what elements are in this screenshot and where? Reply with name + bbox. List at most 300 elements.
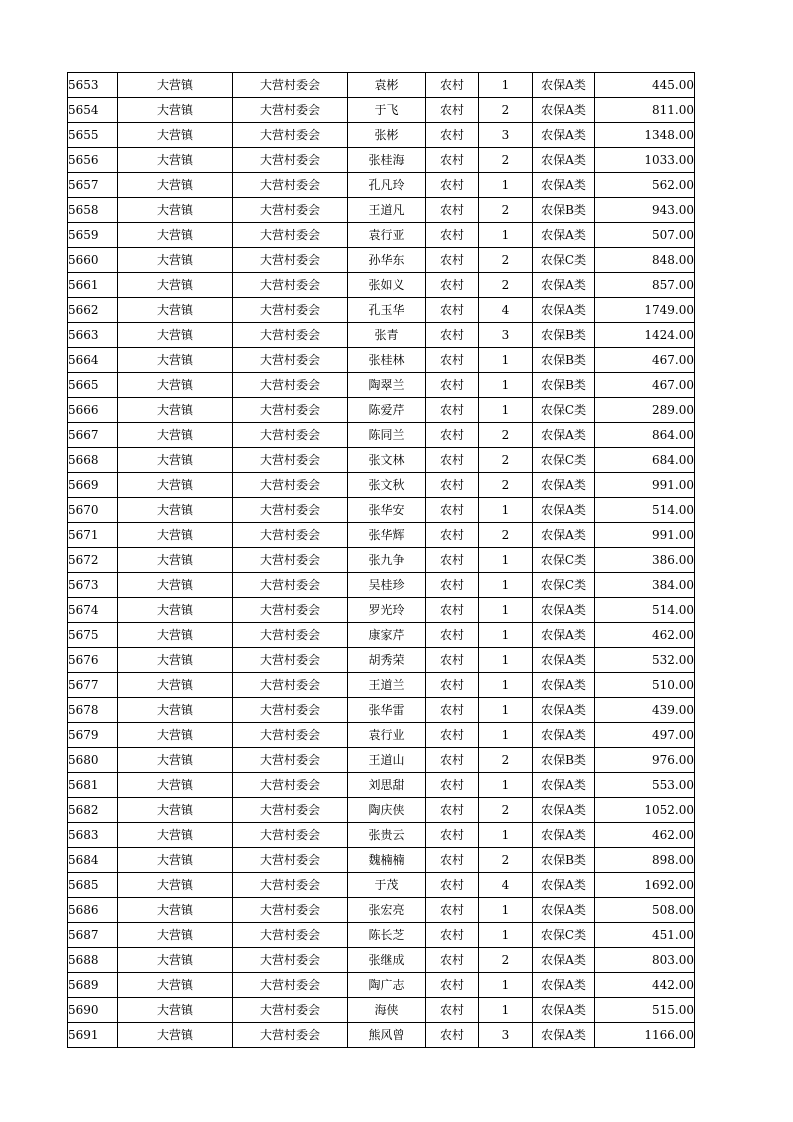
insurance-category-cell: 农保B类 bbox=[533, 848, 595, 873]
insurance-category-cell: 农保A类 bbox=[533, 598, 595, 623]
member-count-cell: 1 bbox=[479, 623, 533, 648]
town-cell: 大营镇 bbox=[118, 923, 233, 948]
household-type-cell: 农村 bbox=[426, 423, 479, 448]
insurance-category-cell: 农保C类 bbox=[533, 248, 595, 273]
record-id-cell: 5686 bbox=[68, 898, 118, 923]
person-name-cell: 陶庆侠 bbox=[348, 798, 426, 823]
amount-cell: 515.00 bbox=[595, 998, 695, 1023]
household-type-cell: 农村 bbox=[426, 773, 479, 798]
insurance-category-cell: 农保A类 bbox=[533, 298, 595, 323]
record-id-cell: 5670 bbox=[68, 498, 118, 523]
table-row bbox=[68, 748, 695, 773]
village-committee-cell: 大营村委会 bbox=[233, 448, 348, 473]
village-committee-cell: 大营村委会 bbox=[233, 623, 348, 648]
person-name-cell: 张九争 bbox=[348, 548, 426, 573]
town-cell: 大营镇 bbox=[118, 723, 233, 748]
member-count-cell: 1 bbox=[479, 598, 533, 623]
town-cell: 大营镇 bbox=[118, 273, 233, 298]
member-count-cell: 1 bbox=[479, 723, 533, 748]
table-row bbox=[68, 448, 695, 473]
village-committee-cell: 大营村委会 bbox=[233, 823, 348, 848]
member-count-cell: 4 bbox=[479, 298, 533, 323]
village-committee-cell: 大营村委会 bbox=[233, 398, 348, 423]
record-id-cell: 5677 bbox=[68, 673, 118, 698]
household-type-cell: 农村 bbox=[426, 623, 479, 648]
village-committee-cell: 大营村委会 bbox=[233, 273, 348, 298]
village-committee-cell: 大营村委会 bbox=[233, 198, 348, 223]
village-committee-cell: 大营村委会 bbox=[233, 698, 348, 723]
member-count-cell: 2 bbox=[479, 423, 533, 448]
village-committee-cell: 大营村委会 bbox=[233, 773, 348, 798]
household-type-cell: 农村 bbox=[426, 823, 479, 848]
member-count-cell: 1 bbox=[479, 998, 533, 1023]
member-count-cell: 2 bbox=[479, 948, 533, 973]
insurance-category-cell: 农保A类 bbox=[533, 273, 595, 298]
town-cell: 大营镇 bbox=[118, 148, 233, 173]
member-count-cell: 1 bbox=[479, 698, 533, 723]
village-committee-cell: 大营村委会 bbox=[233, 223, 348, 248]
amount-cell: 553.00 bbox=[595, 773, 695, 798]
record-id-cell: 5673 bbox=[68, 573, 118, 598]
member-count-cell: 2 bbox=[479, 473, 533, 498]
insurance-category-cell: 农保A类 bbox=[533, 623, 595, 648]
record-id-cell: 5663 bbox=[68, 323, 118, 348]
table-row bbox=[68, 948, 695, 973]
person-name-cell: 张华辉 bbox=[348, 523, 426, 548]
household-type-cell: 农村 bbox=[426, 273, 479, 298]
table-row bbox=[68, 648, 695, 673]
village-committee-cell: 大营村委会 bbox=[233, 648, 348, 673]
person-name-cell: 陈同兰 bbox=[348, 423, 426, 448]
record-id-cell: 5689 bbox=[68, 973, 118, 998]
table-row bbox=[68, 373, 695, 398]
town-cell: 大营镇 bbox=[118, 123, 233, 148]
village-committee-cell: 大营村委会 bbox=[233, 723, 348, 748]
person-name-cell: 张贵云 bbox=[348, 823, 426, 848]
household-type-cell: 农村 bbox=[426, 1023, 479, 1048]
village-committee-cell: 大营村委会 bbox=[233, 798, 348, 823]
table-row bbox=[68, 98, 695, 123]
amount-cell: 848.00 bbox=[595, 248, 695, 273]
record-id-cell: 5668 bbox=[68, 448, 118, 473]
record-id-cell: 5687 bbox=[68, 923, 118, 948]
table-body bbox=[68, 73, 695, 1048]
table-row bbox=[68, 998, 695, 1023]
record-id-cell: 5669 bbox=[68, 473, 118, 498]
amount-cell: 508.00 bbox=[595, 898, 695, 923]
amount-cell: 445.00 bbox=[595, 73, 695, 98]
amount-cell: 386.00 bbox=[595, 548, 695, 573]
town-cell: 大营镇 bbox=[118, 523, 233, 548]
household-type-cell: 农村 bbox=[426, 173, 479, 198]
town-cell: 大营镇 bbox=[118, 873, 233, 898]
insurance-category-cell: 农保B类 bbox=[533, 748, 595, 773]
member-count-cell: 4 bbox=[479, 873, 533, 898]
household-type-cell: 农村 bbox=[426, 673, 479, 698]
town-cell: 大营镇 bbox=[118, 823, 233, 848]
member-count-cell: 2 bbox=[479, 848, 533, 873]
village-committee-cell: 大营村委会 bbox=[233, 248, 348, 273]
person-name-cell: 张彬 bbox=[348, 123, 426, 148]
household-type-cell: 农村 bbox=[426, 523, 479, 548]
member-count-cell: 1 bbox=[479, 73, 533, 98]
amount-cell: 811.00 bbox=[595, 98, 695, 123]
household-type-cell: 农村 bbox=[426, 123, 479, 148]
amount-cell: 898.00 bbox=[595, 848, 695, 873]
member-count-cell: 2 bbox=[479, 448, 533, 473]
table-row bbox=[68, 123, 695, 148]
member-count-cell: 1 bbox=[479, 648, 533, 673]
member-count-cell: 2 bbox=[479, 248, 533, 273]
amount-cell: 1166.00 bbox=[595, 1023, 695, 1048]
amount-cell: 462.00 bbox=[595, 823, 695, 848]
town-cell: 大营镇 bbox=[118, 748, 233, 773]
record-id-cell: 5679 bbox=[68, 723, 118, 748]
village-committee-cell: 大营村委会 bbox=[233, 748, 348, 773]
town-cell: 大营镇 bbox=[118, 448, 233, 473]
town-cell: 大营镇 bbox=[118, 373, 233, 398]
household-type-cell: 农村 bbox=[426, 648, 479, 673]
person-name-cell: 陈长芝 bbox=[348, 923, 426, 948]
household-type-cell: 农村 bbox=[426, 548, 479, 573]
town-cell: 大营镇 bbox=[118, 323, 233, 348]
person-name-cell: 张如义 bbox=[348, 273, 426, 298]
town-cell: 大营镇 bbox=[118, 498, 233, 523]
table-row bbox=[68, 598, 695, 623]
person-name-cell: 张宏亮 bbox=[348, 898, 426, 923]
person-name-cell: 王道凡 bbox=[348, 198, 426, 223]
person-name-cell: 张文林 bbox=[348, 448, 426, 473]
insurance-category-cell: 农保A类 bbox=[533, 123, 595, 148]
table-row bbox=[68, 498, 695, 523]
amount-cell: 1692.00 bbox=[595, 873, 695, 898]
insurance-category-cell: 农保A类 bbox=[533, 998, 595, 1023]
amount-cell: 864.00 bbox=[595, 423, 695, 448]
amount-cell: 684.00 bbox=[595, 448, 695, 473]
member-count-cell: 1 bbox=[479, 223, 533, 248]
table-row bbox=[68, 523, 695, 548]
table-row bbox=[68, 398, 695, 423]
insurance-category-cell: 农保B类 bbox=[533, 373, 595, 398]
town-cell: 大营镇 bbox=[118, 998, 233, 1023]
record-id-cell: 5653 bbox=[68, 73, 118, 98]
member-count-cell: 1 bbox=[479, 573, 533, 598]
table-row bbox=[68, 923, 695, 948]
member-count-cell: 3 bbox=[479, 323, 533, 348]
record-id-cell: 5678 bbox=[68, 698, 118, 723]
village-committee-cell: 大营村委会 bbox=[233, 298, 348, 323]
member-count-cell: 1 bbox=[479, 923, 533, 948]
member-count-cell: 1 bbox=[479, 173, 533, 198]
member-count-cell: 2 bbox=[479, 273, 533, 298]
insurance-category-cell: 农保C类 bbox=[533, 573, 595, 598]
insurance-category-cell: 农保A类 bbox=[533, 773, 595, 798]
household-type-cell: 农村 bbox=[426, 873, 479, 898]
village-committee-cell: 大营村委会 bbox=[233, 973, 348, 998]
household-type-cell: 农村 bbox=[426, 898, 479, 923]
village-committee-cell: 大营村委会 bbox=[233, 923, 348, 948]
village-committee-cell: 大营村委会 bbox=[233, 123, 348, 148]
table-row bbox=[68, 848, 695, 873]
table-row bbox=[68, 248, 695, 273]
insurance-category-cell: 农保A类 bbox=[533, 898, 595, 923]
table-row bbox=[68, 973, 695, 998]
table-row bbox=[68, 198, 695, 223]
household-type-cell: 农村 bbox=[426, 398, 479, 423]
town-cell: 大营镇 bbox=[118, 973, 233, 998]
town-cell: 大营镇 bbox=[118, 648, 233, 673]
village-committee-cell: 大营村委会 bbox=[233, 848, 348, 873]
village-committee-cell: 大营村委会 bbox=[233, 98, 348, 123]
household-type-cell: 农村 bbox=[426, 748, 479, 773]
insurance-category-cell: 农保B类 bbox=[533, 348, 595, 373]
table-row bbox=[68, 873, 695, 898]
village-committee-cell: 大营村委会 bbox=[233, 348, 348, 373]
table-row bbox=[68, 573, 695, 598]
amount-cell: 976.00 bbox=[595, 748, 695, 773]
person-name-cell: 吴桂珍 bbox=[348, 573, 426, 598]
household-type-cell: 农村 bbox=[426, 198, 479, 223]
amount-cell: 384.00 bbox=[595, 573, 695, 598]
insurance-category-cell: 农保A类 bbox=[533, 973, 595, 998]
table-row bbox=[68, 623, 695, 648]
insurance-category-cell: 农保A类 bbox=[533, 98, 595, 123]
household-type-cell: 农村 bbox=[426, 148, 479, 173]
record-id-cell: 5672 bbox=[68, 548, 118, 573]
amount-cell: 439.00 bbox=[595, 698, 695, 723]
table-row bbox=[68, 273, 695, 298]
table-row bbox=[68, 698, 695, 723]
member-count-cell: 1 bbox=[479, 673, 533, 698]
member-count-cell: 1 bbox=[479, 823, 533, 848]
table-row bbox=[68, 348, 695, 373]
person-name-cell: 海侠 bbox=[348, 998, 426, 1023]
member-count-cell: 2 bbox=[479, 798, 533, 823]
village-committee-cell: 大营村委会 bbox=[233, 323, 348, 348]
amount-cell: 991.00 bbox=[595, 473, 695, 498]
record-id-cell: 5662 bbox=[68, 298, 118, 323]
town-cell: 大营镇 bbox=[118, 948, 233, 973]
person-name-cell: 张华安 bbox=[348, 498, 426, 523]
record-id-cell: 5681 bbox=[68, 773, 118, 798]
village-committee-cell: 大营村委会 bbox=[233, 148, 348, 173]
table-row bbox=[68, 423, 695, 448]
person-name-cell: 张桂海 bbox=[348, 148, 426, 173]
household-type-cell: 农村 bbox=[426, 323, 479, 348]
household-type-cell: 农村 bbox=[426, 698, 479, 723]
person-name-cell: 陶翠兰 bbox=[348, 373, 426, 398]
village-committee-cell: 大营村委会 bbox=[233, 573, 348, 598]
town-cell: 大营镇 bbox=[118, 1023, 233, 1048]
village-committee-cell: 大营村委会 bbox=[233, 523, 348, 548]
amount-cell: 943.00 bbox=[595, 198, 695, 223]
person-name-cell: 张继成 bbox=[348, 948, 426, 973]
town-cell: 大营镇 bbox=[118, 73, 233, 98]
amount-cell: 1348.00 bbox=[595, 123, 695, 148]
household-type-cell: 农村 bbox=[426, 248, 479, 273]
person-name-cell: 胡秀荣 bbox=[348, 648, 426, 673]
insurance-category-cell: 农保A类 bbox=[533, 1023, 595, 1048]
record-id-cell: 5680 bbox=[68, 748, 118, 773]
town-cell: 大营镇 bbox=[118, 473, 233, 498]
insurance-category-cell: 农保A类 bbox=[533, 498, 595, 523]
amount-cell: 1052.00 bbox=[595, 798, 695, 823]
table-row bbox=[68, 223, 695, 248]
insurance-category-cell: 农保A类 bbox=[533, 823, 595, 848]
amount-cell: 497.00 bbox=[595, 723, 695, 748]
town-cell: 大营镇 bbox=[118, 623, 233, 648]
town-cell: 大营镇 bbox=[118, 398, 233, 423]
insurance-category-cell: 农保A类 bbox=[533, 73, 595, 98]
town-cell: 大营镇 bbox=[118, 348, 233, 373]
person-name-cell: 张华雷 bbox=[348, 698, 426, 723]
record-id-cell: 5688 bbox=[68, 948, 118, 973]
record-id-cell: 5660 bbox=[68, 248, 118, 273]
amount-cell: 442.00 bbox=[595, 973, 695, 998]
record-id-cell: 5658 bbox=[68, 198, 118, 223]
household-type-cell: 农村 bbox=[426, 923, 479, 948]
person-name-cell: 王道兰 bbox=[348, 673, 426, 698]
person-name-cell: 张青 bbox=[348, 323, 426, 348]
amount-cell: 1424.00 bbox=[595, 323, 695, 348]
town-cell: 大营镇 bbox=[118, 898, 233, 923]
insurance-category-cell: 农保A类 bbox=[533, 473, 595, 498]
person-name-cell: 罗光玲 bbox=[348, 598, 426, 623]
record-id-cell: 5674 bbox=[68, 598, 118, 623]
town-cell: 大营镇 bbox=[118, 848, 233, 873]
table-row bbox=[68, 773, 695, 798]
person-name-cell: 孙华东 bbox=[348, 248, 426, 273]
household-type-cell: 农村 bbox=[426, 298, 479, 323]
member-count-cell: 2 bbox=[479, 523, 533, 548]
household-type-cell: 农村 bbox=[426, 73, 479, 98]
person-name-cell: 张桂林 bbox=[348, 348, 426, 373]
village-committee-cell: 大营村委会 bbox=[233, 423, 348, 448]
household-type-cell: 农村 bbox=[426, 598, 479, 623]
household-type-cell: 农村 bbox=[426, 473, 479, 498]
village-committee-cell: 大营村委会 bbox=[233, 898, 348, 923]
record-id-cell: 5675 bbox=[68, 623, 118, 648]
village-committee-cell: 大营村委会 bbox=[233, 548, 348, 573]
record-id-cell: 5661 bbox=[68, 273, 118, 298]
record-id-cell: 5654 bbox=[68, 98, 118, 123]
village-committee-cell: 大营村委会 bbox=[233, 948, 348, 973]
village-committee-cell: 大营村委会 bbox=[233, 73, 348, 98]
town-cell: 大营镇 bbox=[118, 598, 233, 623]
village-committee-cell: 大营村委会 bbox=[233, 473, 348, 498]
member-count-cell: 2 bbox=[479, 748, 533, 773]
town-cell: 大营镇 bbox=[118, 698, 233, 723]
household-type-cell: 农村 bbox=[426, 223, 479, 248]
household-type-cell: 农村 bbox=[426, 848, 479, 873]
member-count-cell: 3 bbox=[479, 1023, 533, 1048]
town-cell: 大营镇 bbox=[118, 298, 233, 323]
member-count-cell: 2 bbox=[479, 98, 533, 123]
household-type-cell: 农村 bbox=[426, 448, 479, 473]
person-name-cell: 王道山 bbox=[348, 748, 426, 773]
member-count-cell: 2 bbox=[479, 148, 533, 173]
household-type-cell: 农村 bbox=[426, 498, 479, 523]
insurance-category-cell: 农保A类 bbox=[533, 673, 595, 698]
person-name-cell: 孔凡玲 bbox=[348, 173, 426, 198]
person-name-cell: 于飞 bbox=[348, 98, 426, 123]
amount-cell: 462.00 bbox=[595, 623, 695, 648]
person-name-cell: 刘思甜 bbox=[348, 773, 426, 798]
insurance-category-cell: 农保C类 bbox=[533, 448, 595, 473]
person-name-cell: 张文秋 bbox=[348, 473, 426, 498]
amount-cell: 510.00 bbox=[595, 673, 695, 698]
insurance-category-cell: 农保A类 bbox=[533, 723, 595, 748]
village-committee-cell: 大营村委会 bbox=[233, 673, 348, 698]
person-name-cell: 康家芹 bbox=[348, 623, 426, 648]
records-table bbox=[67, 72, 695, 1048]
table-row bbox=[68, 1023, 695, 1048]
town-cell: 大营镇 bbox=[118, 423, 233, 448]
record-id-cell: 5691 bbox=[68, 1023, 118, 1048]
record-id-cell: 5656 bbox=[68, 148, 118, 173]
amount-cell: 451.00 bbox=[595, 923, 695, 948]
village-committee-cell: 大营村委会 bbox=[233, 1023, 348, 1048]
table-row bbox=[68, 823, 695, 848]
household-type-cell: 农村 bbox=[426, 723, 479, 748]
member-count-cell: 1 bbox=[479, 898, 533, 923]
table-row bbox=[68, 798, 695, 823]
village-committee-cell: 大营村委会 bbox=[233, 998, 348, 1023]
member-count-cell: 3 bbox=[479, 123, 533, 148]
town-cell: 大营镇 bbox=[118, 573, 233, 598]
town-cell: 大营镇 bbox=[118, 173, 233, 198]
person-name-cell: 于茂 bbox=[348, 873, 426, 898]
amount-cell: 1033.00 bbox=[595, 148, 695, 173]
member-count-cell: 1 bbox=[479, 548, 533, 573]
amount-cell: 532.00 bbox=[595, 648, 695, 673]
village-committee-cell: 大营村委会 bbox=[233, 373, 348, 398]
village-committee-cell: 大营村委会 bbox=[233, 173, 348, 198]
member-count-cell: 1 bbox=[479, 373, 533, 398]
member-count-cell: 1 bbox=[479, 773, 533, 798]
record-id-cell: 5655 bbox=[68, 123, 118, 148]
table-row bbox=[68, 898, 695, 923]
record-id-cell: 5665 bbox=[68, 373, 118, 398]
amount-cell: 562.00 bbox=[595, 173, 695, 198]
insurance-category-cell: 农保A类 bbox=[533, 173, 595, 198]
record-id-cell: 5671 bbox=[68, 523, 118, 548]
insurance-category-cell: 农保A类 bbox=[533, 873, 595, 898]
insurance-category-cell: 农保A类 bbox=[533, 148, 595, 173]
town-cell: 大营镇 bbox=[118, 773, 233, 798]
member-count-cell: 1 bbox=[479, 348, 533, 373]
insurance-category-cell: 农保A类 bbox=[533, 698, 595, 723]
insurance-category-cell: 农保A类 bbox=[533, 423, 595, 448]
village-committee-cell: 大营村委会 bbox=[233, 598, 348, 623]
record-id-cell: 5685 bbox=[68, 873, 118, 898]
household-type-cell: 农村 bbox=[426, 798, 479, 823]
table-row bbox=[68, 723, 695, 748]
household-type-cell: 农村 bbox=[426, 348, 479, 373]
table-row bbox=[68, 173, 695, 198]
record-id-cell: 5690 bbox=[68, 998, 118, 1023]
record-id-cell: 5666 bbox=[68, 398, 118, 423]
record-id-cell: 5676 bbox=[68, 648, 118, 673]
record-id-cell: 5683 bbox=[68, 823, 118, 848]
record-id-cell: 5682 bbox=[68, 798, 118, 823]
table-row bbox=[68, 148, 695, 173]
insurance-category-cell: 农保A类 bbox=[533, 523, 595, 548]
table-row bbox=[68, 298, 695, 323]
insurance-category-cell: 农保A类 bbox=[533, 648, 595, 673]
insurance-category-cell: 农保A类 bbox=[533, 948, 595, 973]
town-cell: 大营镇 bbox=[118, 248, 233, 273]
